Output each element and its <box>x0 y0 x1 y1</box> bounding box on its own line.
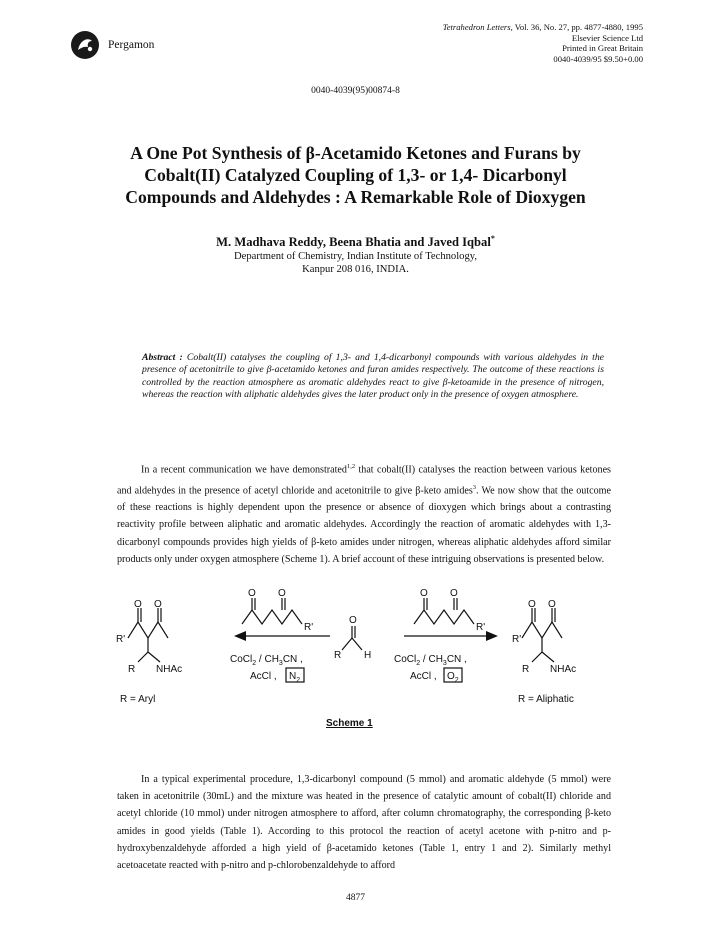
paper-title <box>60 142 651 208</box>
citation-3: 3 <box>472 483 477 491</box>
title-line-2: Cobalt(II) Catalyzed Coupling of 1,3- or 1,4- Dicarbonyl <box>144 165 567 185</box>
body-paragraph-1 <box>117 458 611 568</box>
issn-price-line: 0040-4039/95 $9.50+0.00 <box>553 53 643 64</box>
right-reagent-r-prime: R' <box>476 622 486 633</box>
journal-citation <box>443 22 643 33</box>
right-r-prime: R' <box>512 634 522 645</box>
body-paragraph-2 <box>117 771 611 874</box>
para1-text-a: In a recent communication we have demonstrated <box>141 464 347 476</box>
right-condition: R = Aliphatic <box>518 694 574 705</box>
corresponding-author-mark: * <box>490 234 495 243</box>
left-product-bonds <box>128 622 168 638</box>
reaction-scheme <box>114 588 614 750</box>
aldehyde-h: H <box>364 650 372 661</box>
scheme-caption: Scheme 1 <box>326 718 373 729</box>
para2-text: In a typical experimental procedure, 1,3-dicarbonyl compound (5 mmol) and aromatic aldehyde (5 mmol) were taken in acetonitrile (30mL) and the mixture was heated in the presence of catalytic amount of cobalt(II) chloride and acetyl chloride (10 mmol) under nitrogen atmosphere to afford, after column chromatography, the corresponding β-keto amides in good yields (Table 1). According to this protocol the reaction of acetyl acetone with p-nitro and p-hydroxybenzaldehyde afforded a high yield of β-acetamido ketones (Table 1, entry 1 and 2). Similarly methyl acetoacetate reacted with p-nitro and p-chlorobenzaldehyde to afford <box>117 774 611 872</box>
right-nhac: NHAc <box>550 664 577 675</box>
affiliation-line-2: Kanpur 208 016, INDIA. <box>302 264 409 275</box>
right-reagent-o-1: O <box>420 588 428 599</box>
left-reagent-o-1: O <box>248 588 256 599</box>
journal-name: Tetrahedron Letters, <box>442 22 513 32</box>
author-list <box>0 234 711 250</box>
left-arrow-head <box>234 631 246 641</box>
journal-volume: Vol. 36, No. 27, pp. 4877-4880, 1995 <box>512 22 643 32</box>
aldehyde-r: R <box>334 650 342 661</box>
pergamon-logo <box>70 30 100 60</box>
left-nhac: NHAc <box>156 664 183 675</box>
right-r: R <box>522 664 530 675</box>
para1-text-b: that cobalt(II) catalyses the reaction between various ketones and aldehydes in the presence of acetyl chloride and acetonitrile to give β-keto amides <box>117 464 611 496</box>
left-cocl2: CoCl$_2$ / $CH_3CN$ , <box>230 654 303 667</box>
affiliation-line-1: Department of Chemistry, Indian Institute of Technology, <box>233 251 478 262</box>
authors-text: M. Madhava Reddy, Beena Bhatia and Javed Iqbal <box>216 235 491 250</box>
page-number: 4877 <box>346 893 365 903</box>
citation-1-2: 1,2 <box>346 463 356 470</box>
left-condition: R = Aryl <box>120 694 156 705</box>
right-accl: AcCl , <box>410 671 437 682</box>
right-arrow-head <box>486 631 498 641</box>
title-line-1: A One Pot Synthesis of β-Acetamido Ketones and Furans by <box>130 143 581 163</box>
left-o-2: O <box>154 599 162 610</box>
left-accl: AcCl , <box>250 671 277 682</box>
publisher-line: Elsevier Science Ltd <box>571 32 643 43</box>
printed-line: Printed in Great Britain <box>562 43 643 54</box>
oxygen-label: $O_2$ <box>447 671 459 684</box>
publisher-name: Pergamon <box>108 39 155 51</box>
right-o-2: O <box>548 599 556 610</box>
journal-info <box>443 22 643 64</box>
left-reagent-r-prime: R' <box>304 622 314 633</box>
affiliation <box>0 250 711 276</box>
doi-code: 0040-4039(95)00874-8 <box>311 86 400 96</box>
nitrogen-label: $N_2$ <box>289 671 301 684</box>
title-line-3: Compounds and Aldehydes : A Remarkable Role of Dioxygen <box>125 187 586 207</box>
left-reagent-o-2: O <box>278 588 286 599</box>
right-o-1: O <box>528 599 536 610</box>
para1-text-c: . We now show that the outcome of these reactions is highly dependent upon the presence or absence of dioxygen which brings about a contrasting reactivity profile between aliphatic and aromatic aldehydes. Accordingly the reaction of aromatic aldehydes with 1,3-dicarbonyl compounds provides high yields of β-keto amides under nitrogen, whereas aliphatic aldehydes afford similar products only under oxygen atmosphere (Scheme 1). A brief account of these intriguing observations is presented below. <box>117 484 611 565</box>
left-r-prime: R' <box>116 634 126 645</box>
left-r: R <box>128 664 136 675</box>
aldehyde-o: O <box>349 615 357 626</box>
abstract-label: Abstract : <box>142 352 183 363</box>
abstract-text: Cobalt(II) catalyses the coupling of 1,3- and 1,4-dicarbonyl compounds with various aldehydes in the presence of acetonitrile to give β-acetamido ketones and furan amides respectively. The outcome of these reactions is controlled by the reaction atmosphere as aromatic aldehydes react to give β-ketoamide in the presence of nitrogen, whereas the reaction with aliphatic aldehydes gives the later product only in the presence of oxygen atmosphere. <box>142 352 604 400</box>
right-cocl2: CoCl$_2$ / $CH_3CN$ , <box>394 654 467 667</box>
right-reagent-o-2: O <box>450 588 458 599</box>
abstract <box>142 352 604 401</box>
left-o-1: O <box>134 599 142 610</box>
